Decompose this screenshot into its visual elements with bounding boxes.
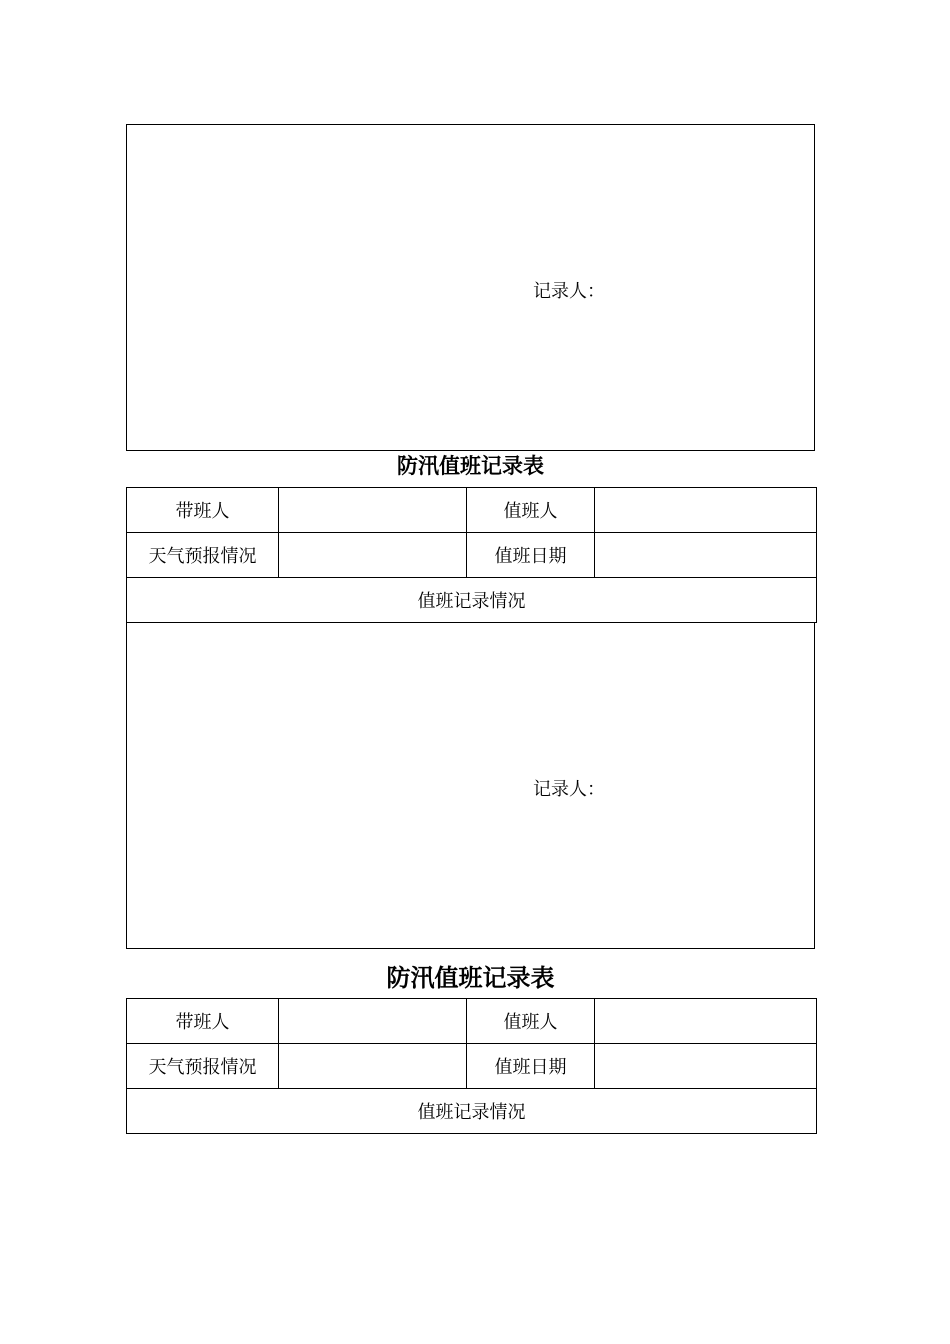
table-row	[127, 488, 817, 533]
weather-label: 天气预报情况	[127, 1044, 279, 1089]
duty-person-label: 值班人	[467, 999, 595, 1044]
leader-label: 带班人	[127, 999, 279, 1044]
duty-info-table	[126, 487, 817, 623]
duty-date-field[interactable]	[595, 533, 817, 578]
form-title: 防汛值班记录表	[386, 964, 555, 992]
table-row	[127, 1089, 817, 1134]
table-row	[127, 533, 817, 578]
duty-info-table	[126, 998, 817, 1134]
weather-field[interactable]	[279, 1044, 467, 1089]
table-row	[127, 578, 817, 623]
duty-date-label: 值班日期	[467, 1044, 595, 1089]
recorder-label: 记录人：	[533, 281, 605, 302]
duty-person-label: 值班人	[467, 488, 595, 533]
duty-date-label: 值班日期	[467, 533, 595, 578]
weather-field[interactable]	[279, 533, 467, 578]
record-content-box[interactable]	[126, 622, 815, 949]
record-content-box	[126, 124, 815, 451]
leader-label: 带班人	[127, 488, 279, 533]
leader-field[interactable]	[279, 488, 467, 533]
record-header: 值班记录情况	[127, 578, 817, 623]
table-row	[127, 999, 817, 1044]
leader-field[interactable]	[279, 999, 467, 1044]
form-title: 防汛值班记录表	[397, 454, 544, 478]
recorder-label: 记录人：	[533, 779, 605, 800]
table-row	[127, 1044, 817, 1089]
weather-label: 天气预报情况	[127, 533, 279, 578]
duty-person-field[interactable]	[595, 488, 817, 533]
duty-date-field[interactable]	[595, 1044, 817, 1089]
duty-person-field[interactable]	[595, 999, 817, 1044]
record-header: 值班记录情况	[127, 1089, 817, 1134]
